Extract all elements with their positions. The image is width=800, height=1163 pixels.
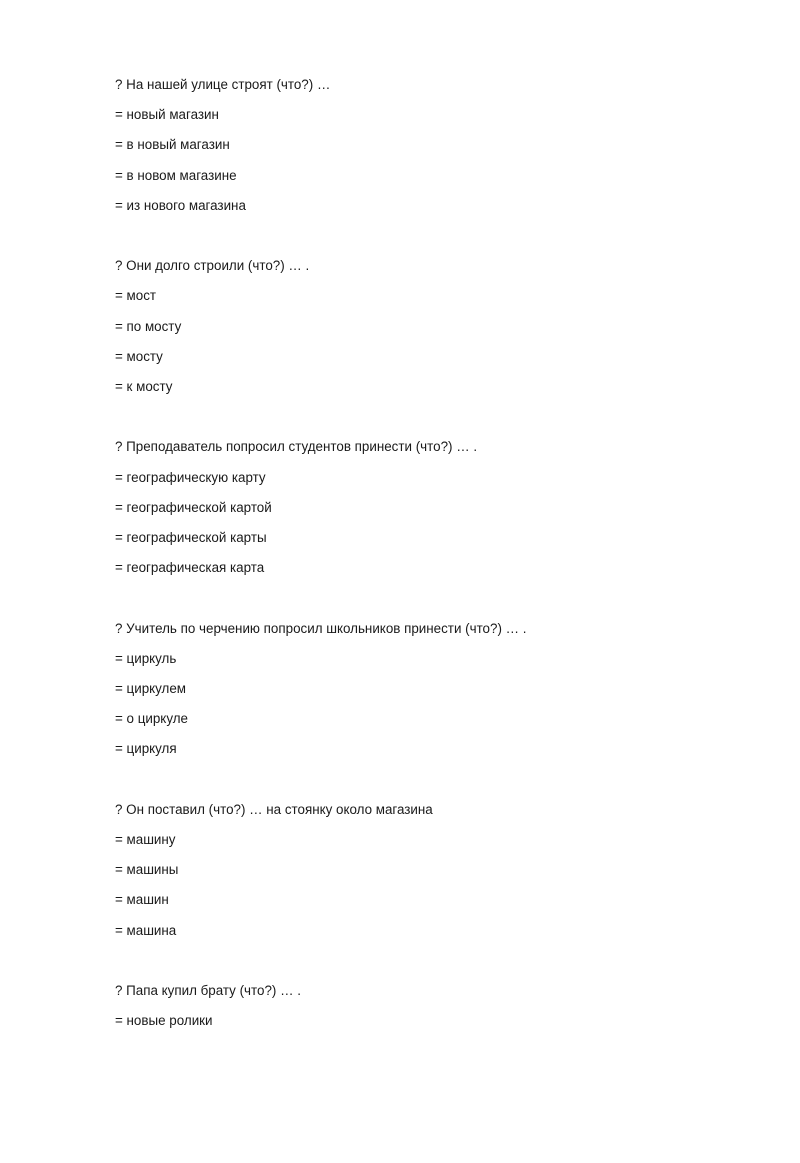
answer-option: = циркулем [115, 680, 187, 696]
answer-option: = географической карты [115, 529, 267, 545]
answer-option: = циркуля [115, 741, 177, 757]
question-text: ? Преподаватель попросил студентов принести (что?) … . [115, 439, 478, 455]
question-text: ? На нашей улице строят (что?) … [115, 77, 331, 92]
answer-option: = машину [115, 831, 176, 847]
question-block [115, 76, 755, 257]
question-block [115, 438, 755, 619]
answer-option: = машина [115, 922, 177, 938]
answer-option: = по мосту [115, 318, 182, 334]
question-block [115, 620, 755, 801]
answer-option: = в новом магазине [115, 167, 237, 183]
answer-option: = географической картой [115, 499, 272, 515]
answer-option: = географическую карту [115, 469, 266, 485]
question-block [115, 257, 755, 438]
answer-option: = к мосту [115, 378, 173, 394]
answer-option: = географическая карта [115, 560, 265, 576]
answer-option: = мост [115, 288, 157, 304]
answer-option: = из нового магазина [115, 197, 246, 213]
answer-option: = в новый магазин [115, 137, 230, 153]
question-block [115, 982, 755, 1163]
answer-option: = циркуль [115, 650, 177, 666]
answer-option: = новые ролики [115, 1013, 213, 1029]
answer-option: = машин [115, 892, 169, 908]
answer-option: = новый магазин [115, 107, 219, 123]
question-list [115, 76, 755, 1163]
question-text: ? Папа купил брату (что?) … . [115, 982, 301, 998]
question-text: ? Учитель по черчению попросил школьников принести (что?) … . [115, 620, 527, 636]
question-block [115, 801, 755, 982]
answer-option: = мосту [115, 348, 163, 364]
answer-option: = машины [115, 862, 179, 878]
question-text: ? Они долго строили (что?) … . [115, 258, 310, 274]
question-text: ? Он поставил (что?) … на стоянку около магазина [115, 801, 433, 817]
answer-option: = о циркуле [115, 711, 188, 727]
